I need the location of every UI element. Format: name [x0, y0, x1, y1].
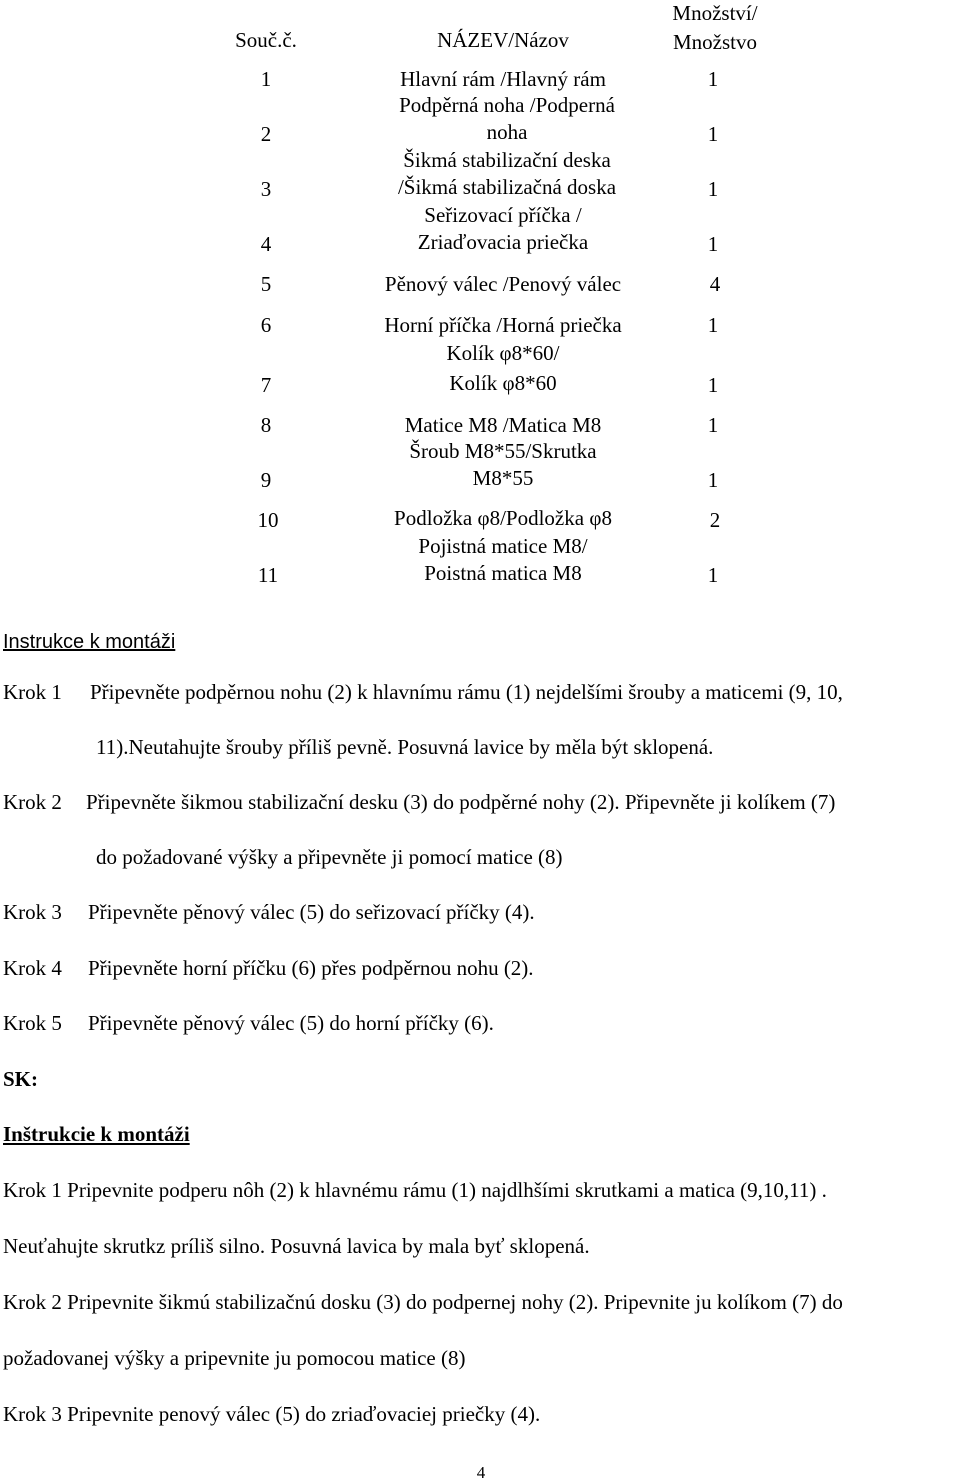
header-name: NÁZEV/Názov: [437, 28, 569, 52]
row-quantity: 1: [707, 177, 719, 201]
row-name: [409, 438, 596, 492]
cz-step4-text: Připevněte horní příčku (6) přes podpěrnou nohu (2).: [88, 956, 534, 980]
cz-step5-label: Krok 5: [3, 1011, 62, 1035]
row-name: Matice M8 /Matica M8: [404, 413, 602, 437]
row-number: 5: [260, 272, 272, 296]
sk-line: Krok 2 Pripevnite šikmú stabilizačnú dosku (3) do podpernej nohy (2). Pripevnite ju kolíkom (7) do: [3, 1290, 843, 1314]
sk-line: Neuťahujte skrutkz príliš silno. Posuvná lavica by mala byť sklopená.: [3, 1234, 590, 1258]
row-name-line: M8*55: [472, 466, 534, 490]
row-name-line: Šikmá stabilizační deska: [403, 148, 611, 172]
cz-step1-text: Připevněte podpěrnou nohu (2) k hlavnímu rámu (1) nejdelšími šrouby a maticemi (9, 10,: [90, 680, 843, 704]
sk-line: Krok 1 Pripevnite podperu nôh (2) k hlavnému rámu (1) najdlhšími skrutkami a matica (9,10,11) .: [3, 1178, 827, 1202]
row-name-line: Seřizovací příčka /: [424, 203, 582, 227]
header-number: Souč.č.: [235, 28, 297, 52]
row-name: Podložka φ8/Podložka φ8: [394, 506, 612, 530]
row-number: 6: [260, 313, 272, 337]
row-number: 8: [260, 413, 272, 437]
row-quantity: 1: [707, 468, 719, 492]
cz-step2-text: Připevněte šikmou stabilizační desku (3) do podpěrné nohy (2). Připevněte ji kolíkem (7): [86, 790, 836, 814]
sk-line: Krok 3 Pripevnite penový válec (5) do zriaďovaciej priečky (4).: [3, 1402, 541, 1426]
row-name: [398, 147, 616, 201]
header-quantity: [672, 0, 757, 57]
row-name: Pěnový válec /Penový válec: [384, 272, 622, 296]
row-number: 4: [260, 232, 272, 256]
row-quantity: 1: [707, 413, 719, 437]
row-name-line: Kolík φ8*60/: [446, 341, 560, 365]
row-number: 3: [260, 177, 272, 201]
sk-line: požadovanej výšky a pripevnite ju pomocou matice (8): [3, 1346, 466, 1370]
row-quantity: 1: [707, 313, 719, 337]
cz-step3-label: Krok 3: [3, 900, 62, 924]
row-name: [418, 202, 588, 256]
sk-label: SK:: [3, 1067, 39, 1091]
row-number: 2: [260, 122, 272, 146]
row-name-line: Šroub M8*55/Skrutka: [409, 439, 597, 463]
row-name-line: Zriaďovacia priečka: [417, 230, 589, 254]
row-name-line: noha: [486, 120, 528, 144]
header-quantity-line2: Množstvo: [672, 30, 757, 54]
row-number: 7: [260, 373, 272, 397]
row-quantity: 1: [707, 232, 719, 256]
row-quantity: 1: [707, 67, 719, 91]
row-name: Horní příčka /Horná priečka: [384, 313, 622, 337]
row-name: [399, 92, 615, 146]
row-quantity: 4: [709, 272, 721, 296]
row-number: 1: [260, 67, 272, 91]
row-name-line: /Šikmá stabilizačná doska: [397, 175, 617, 199]
sk-instructions-heading: Inštrukcie k montáži: [3, 1122, 190, 1146]
row-quantity: 1: [707, 563, 719, 587]
row-name: [418, 533, 587, 587]
row-number: 9: [260, 468, 272, 492]
row-number: 10: [257, 508, 279, 532]
row-name-line: Podpěrná noha /Podperná: [399, 93, 615, 117]
row-quantity: 1: [707, 373, 719, 397]
cz-step2-continuation: do požadované výšky a připevněte ji pomocí matice (8): [96, 845, 563, 869]
row-name-line: Pojistná matice M8/: [418, 534, 588, 558]
row-quantity: 1: [707, 122, 719, 146]
cz-instructions-heading: Instrukce k montáži: [3, 631, 176, 653]
page-number: 4: [476, 1463, 486, 1482]
row-quantity: 2: [709, 508, 721, 532]
cz-step3-text: Připevněte pěnový válec (5) do seřizovací příčky (4).: [88, 900, 535, 924]
cz-step1-label: Krok 1: [3, 680, 62, 704]
row-number: 11: [257, 563, 279, 587]
cz-step5-text: Připevněte pěnový válec (5) do horní příčky (6).: [88, 1011, 494, 1035]
row-name-line: Kolík φ8*60: [449, 371, 557, 395]
row-name-line: Poistná matica M8: [424, 561, 582, 585]
cz-step2-label: Krok 2: [3, 790, 62, 814]
cz-step1-continuation: 11).Neutahujte šrouby příliš pevně. Posuvná lavice by měla být sklopená.: [96, 735, 714, 759]
row-name: Hlavní rám /Hlavný rám: [400, 67, 606, 91]
header-quantity-line1: Množství/: [672, 1, 758, 25]
cz-step4-label: Krok 4: [3, 956, 62, 980]
